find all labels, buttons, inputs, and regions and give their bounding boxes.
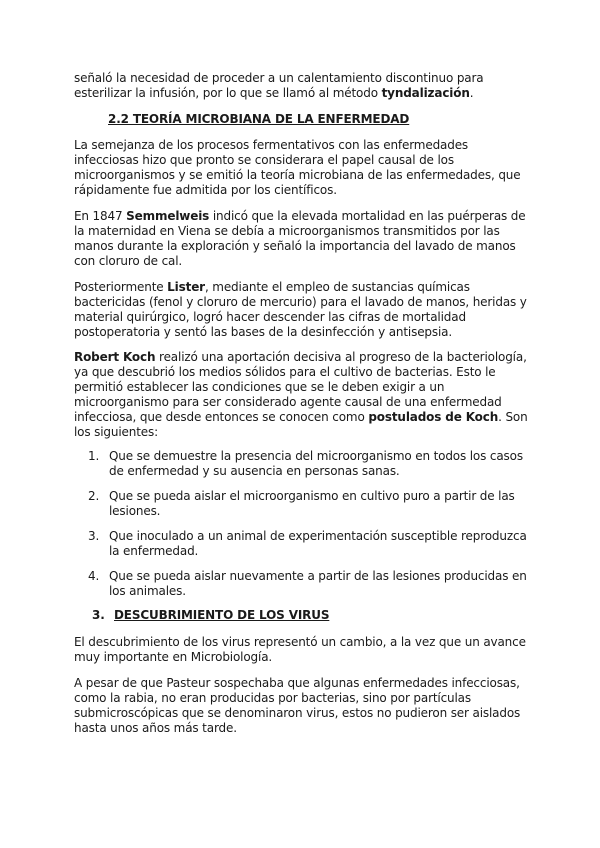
list-item — [88, 569, 529, 599]
section-heading-2-2: 2.2 TEORÍA MICROBIANA DE LA ENFERMEDAD — [108, 112, 410, 126]
intro-text: señaló la necesidad de proceder a un calentamiento discontinuo para esterilizar la infusión, por lo que se llamó al método — [74, 71, 484, 100]
lister-paragraph — [74, 280, 529, 340]
list-item-text: Que se demuestre la presencia del microorganismo en todos los casos de enfermedad y su ausencia en personas sanas. — [109, 449, 523, 478]
lister-text-c: , mediante el empleo de sustancias químicas bactericidas (fenol y cloruro de mercurio) para el lavado de manos, heridas y material quirúrgico, logró hacer descender las cifras de mortalidad postoperatoria y sentó las bases de la desinfección y antisepsia. — [74, 280, 527, 339]
list-number: 2. — [88, 489, 100, 503]
section-heading-3 — [74, 608, 529, 623]
semmelweis-paragraph — [74, 209, 529, 269]
section-title: DESCUBRIMIENTO DE LOS VIRUS — [114, 608, 330, 622]
koch-text-b: realizó una aportación decisiva al progreso de la bacteriología, ya que descubrió los medios sólidos para el cultivo de bacterias. Esto le permitió establecer las condiciones que se le deben exigir a un microorganismo para ser considerado agente causal de una enfermedad infecciosa, que desde entonces se conocen como — [74, 350, 527, 424]
list-number: 3. — [88, 529, 100, 543]
lister-name: Lister — [167, 280, 205, 294]
lister-text-a: Posteriormente — [74, 280, 168, 294]
list-item — [88, 489, 529, 519]
list-item — [88, 529, 529, 559]
intro-paragraph — [74, 71, 529, 101]
section-number: 3. — [92, 608, 105, 622]
semmelweis-name: Semmelweis — [126, 209, 210, 223]
tyndalizacion-term: tyndalización — [381, 86, 470, 100]
list-number: 4. — [88, 569, 100, 583]
virus-paragraph: El descubrimiento de los virus representó un cambio, a la vez que un avance muy importante en Microbiología. — [74, 635, 526, 664]
semmelweis-text-a: En 1847 — [74, 209, 127, 223]
koch-paragraph — [74, 350, 529, 440]
intro-end: . — [469, 86, 474, 100]
list-item-text: Que se pueda aislar el microorganismo en cultivo puro a partir de las lesiones. — [109, 489, 515, 518]
list-item — [88, 449, 529, 479]
list-item-text: Que se pueda aislar nuevamente a partir de las lesiones producidas en los animales. — [109, 569, 527, 598]
semejanza-paragraph: La semejanza de los procesos fermentativos con las enfermedades infecciosas hizo que pronto se considerara el papel causal de los microorganismos y se emitió la teoría microbiana de las enfermedades, que rápidamente fue admitida por los científicos. — [74, 138, 521, 197]
list-item-text: Que inoculado a un animal de experimentación susceptible reproduzca la enfermedad. — [109, 529, 527, 558]
koch-text-d: . Son los siguientes: — [74, 410, 528, 439]
pasteur-paragraph: A pesar de que Pasteur sospechaba que algunas enfermedades infecciosas, como la rabia, no eran producidas por bacterias, sino por partículas submicroscópicas que se denominaron virus, estos no pudieron ser aislados hasta unos años más tarde. — [74, 676, 521, 735]
list-number: 1. — [88, 449, 100, 463]
postulados-term: postulados de Koch — [368, 410, 499, 424]
koch-name: Robert Koch — [74, 350, 156, 364]
semmelweis-text-c: indicó que la elevada mortalidad en las puérperas de la maternidad en Viena se debía a microorganismos transmitidos por las manos durante la exploración y señaló la importancia del lavado de manos con cloruro de cal. — [74, 209, 526, 268]
